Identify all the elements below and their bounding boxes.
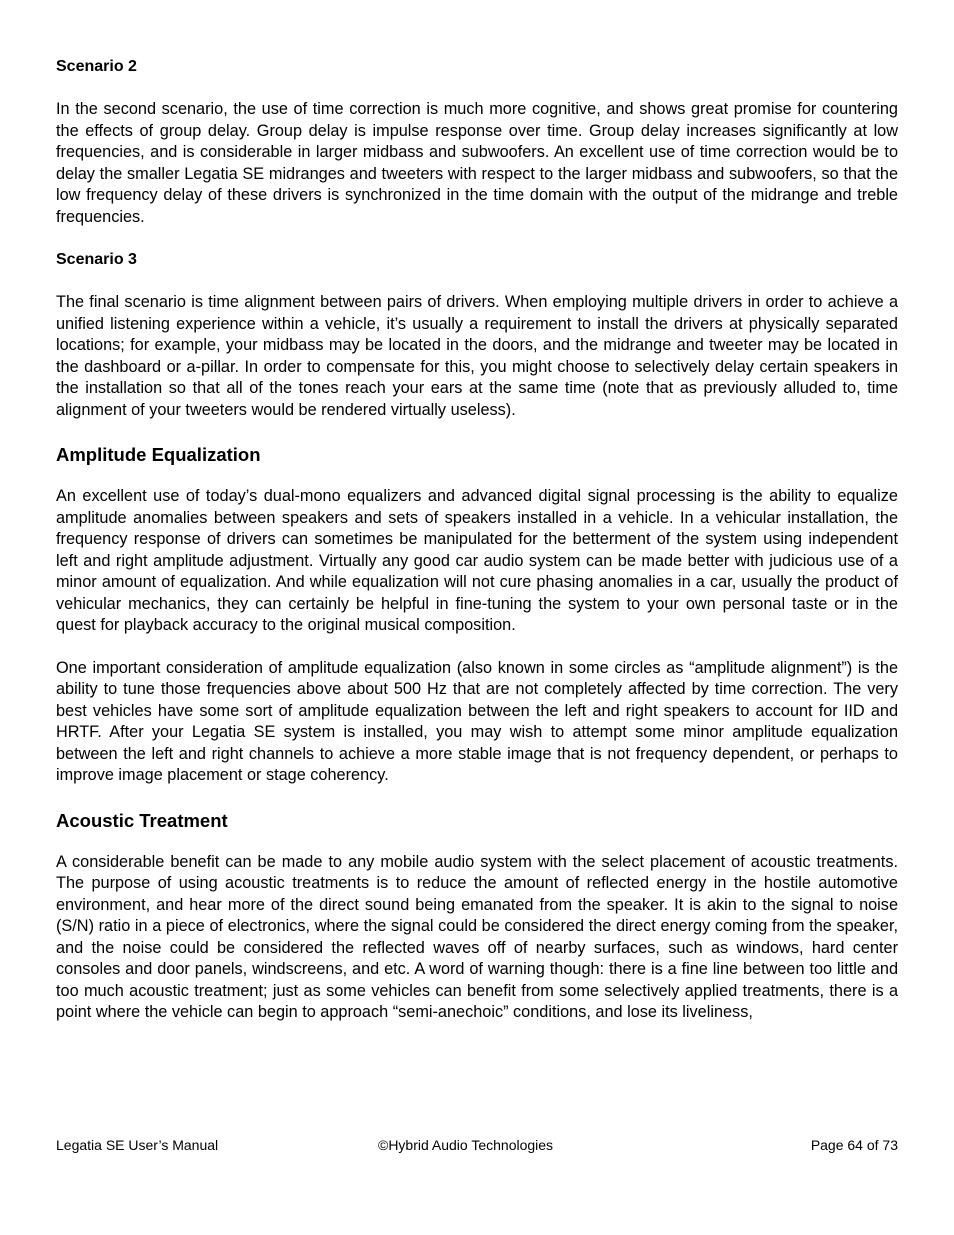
- scenario-3-heading: Scenario 3: [56, 251, 137, 268]
- scenario-2-paragraph: In the second scenario, the use of time correction is much more cognitive, and shows great promise for countering the effects of group delay. Group delay is impulse response over time. Group delay increases significantly at low frequencies, and is considerable in larger midbass and subwoofers. An excellent use of time correction would be to delay the smaller Legatia SE midranges and tweeters with respect to the larger midbass and subwoofers, so that the low frequency delay of these drivers is synchronized in the time domain with the output of the midrange and treble frequencies.: [56, 100, 898, 226]
- amplitude-equalization-paragraph-2: One important consideration of amplitude equalization (also known in some circles as “amplitude alignment”) is the ability to tune those frequencies above about 500 Hz that are not completely affected by time correction. The very best vehicles have some sort of amplitude equalization between the left and right speakers to account for IID and HRTF. After your Legatia SE system is installed, you may wish to attempt some minor amplitude equalization between the left and right channels to achieve a more stable image that is not frequency dependent, or perhaps to improve image placement or stage coherency.: [56, 658, 898, 784]
- acoustic-treatment-paragraph: A considerable benefit can be made to any mobile audio system with the select placement of acoustic treatments. The purpose of using acoustic treatments is to reduce the amount of reflected energy in the hostile automotive environment, and hear more of the direct sound being emanated from the speaker. It is akin to the signal to noise (S/N) ratio in a piece of electronics, where the signal could be considered the direct energy coming from the speaker, and the noise could be considered the reflected waves off of nearby surfaces, such as windows, hard center consoles and door panels, windscreens, and etc. A word of warning though: there is a fine line between too little and too much acoustic treatment; just as some vehicles can benefit from some selectively applied treatments, there is a point where the vehicle can begin to approach “semi-anechoic” conditions, and lose its liveliness,: [56, 852, 898, 1021]
- amplitude-equalization-heading: Amplitude Equalization: [56, 444, 261, 465]
- amplitude-equalization-paragraph-1: An excellent use of today’s dual-mono equalizers and advanced digital signal processing is the ability to equalize amplitude anomalies between speakers and sets of speakers installed in a vehicle. In a vehicular installation, the frequency response of drivers can sometimes be manipulated for the betterment of the system using independent left and right amplitude adjustment. Virtually any good car audio system can be made better with judicious use of a minor amount of equalization. And while equalization will not cure phasing anomalies in a car, usually the product of vehicular mechanics, they can certainly be helpful in fine-tuning the system to your own personal taste or in the quest for playback accuracy to the original musical composition.: [56, 487, 898, 634]
- footer-copyright: ©Hybrid Audio Technologies: [378, 1137, 554, 1153]
- footer-manual-title: Legatia SE User’s Manual: [56, 1137, 219, 1153]
- scenario-3-paragraph: The final scenario is time alignment between pairs of drivers. When employing multiple drivers in order to achieve a unified listening experience within a vehicle, it’s usually a requirement to install the drivers at physically separated locations; for example, your midbass may be located in the doors, and the midrange and tweeter may be located in the dashboard or a-pillar. In order to compensate for this, you might choose to selectively delay certain speakers in the installation so that all of the tones reach your ears at the same time (note that as previously alluded to, time alignment of your tweeters would be rendered virtually useless).: [56, 293, 898, 419]
- scenario-2-heading: Scenario 2: [56, 58, 137, 75]
- footer-page-number: Page 64 of 73: [810, 1137, 898, 1153]
- acoustic-treatment-heading: Acoustic Treatment: [56, 809, 228, 831]
- page-content: [56, 56, 898, 1045]
